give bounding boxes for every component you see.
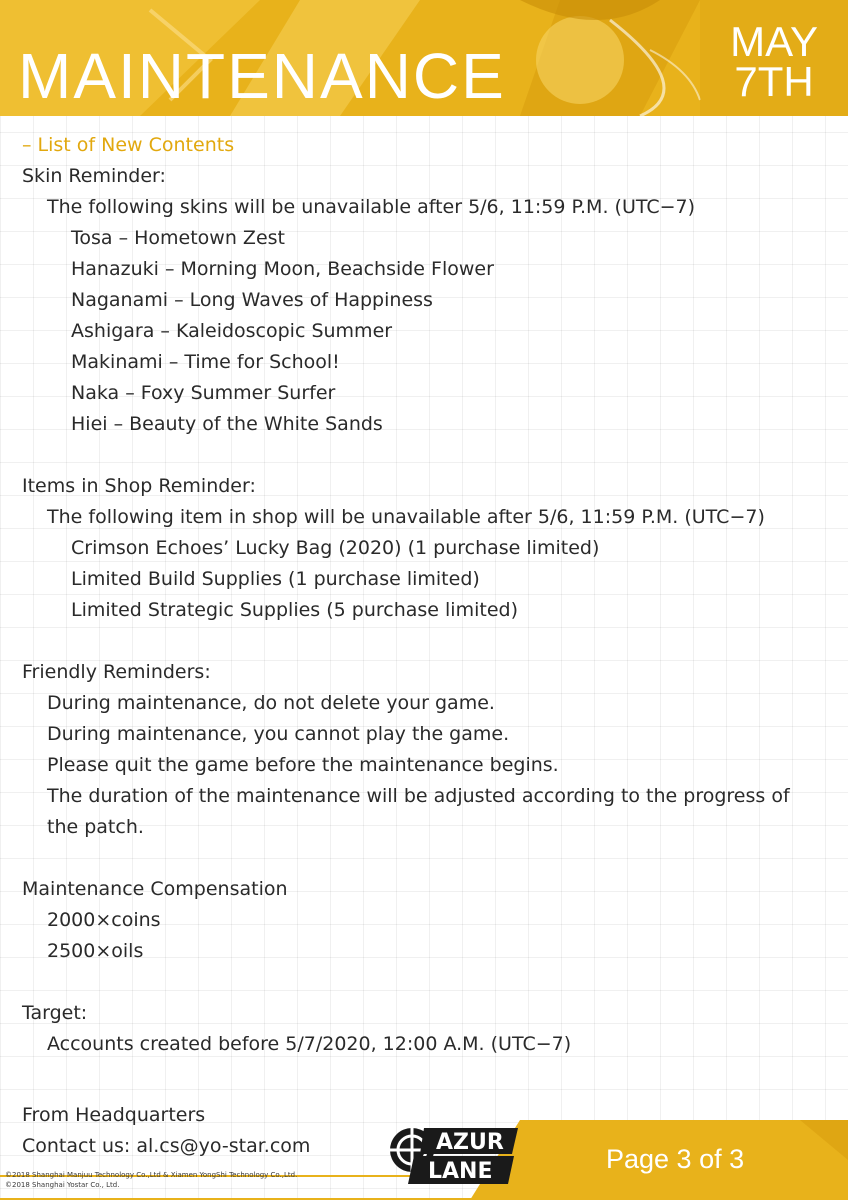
spacer	[22, 843, 822, 874]
contact-email[interactable]: Contact us: al.cs@yo-star.com	[22, 1135, 311, 1157]
logo-text-azur: AZUR	[436, 1130, 504, 1155]
target-text: Accounts created before 5/7/2020, 12:00 A.M. (UTC−7)	[47, 1033, 572, 1055]
compensation-item: 2500×oils	[47, 940, 144, 962]
target-heading: Target:	[22, 1002, 88, 1024]
footer-from: From Headquarters	[22, 1104, 206, 1126]
spacer	[22, 626, 822, 657]
skin-item: Ashigara – Kaleidoscopic Summer	[71, 320, 393, 342]
shop-reminder-heading: Items in Shop Reminder:	[22, 475, 256, 497]
copyright	[5, 1170, 297, 1190]
page-indicator: Page 3 of 3	[606, 1144, 745, 1174]
skin-item: Hanazuki – Morning Moon, Beachside Flower	[71, 258, 494, 280]
shop-item: Limited Strategic Supplies (5 purchase limited)	[71, 599, 518, 621]
reminder-item: During maintenance, you cannot play the game.	[47, 723, 510, 745]
date-month: MAY	[730, 18, 818, 65]
reminder-item: Please quit the game before the maintenance begins.	[47, 754, 559, 776]
skin-item: Tosa – Hometown Zest	[71, 227, 285, 249]
compensation-item: 2000×coins	[47, 909, 161, 931]
azur-lane-logo	[384, 1116, 520, 1192]
compensation-heading: Maintenance Compensation	[22, 878, 288, 900]
header-banner	[0, 0, 848, 116]
skin-item: Naganami – Long Waves of Happiness	[71, 289, 433, 311]
shop-item: Limited Build Supplies (1 purchase limited)	[71, 568, 480, 590]
reminder-item: The duration of the maintenance will be adjusted according to the progress of the patch.	[47, 785, 790, 838]
footer-contact	[22, 1100, 310, 1162]
skin-reminder-intro: The following skins will be unavailable after 5/6, 11:59 P.M. (UTC−7)	[47, 196, 696, 218]
logo-text-lane: LANE	[428, 1159, 493, 1184]
skin-item: Makinami – Time for School!	[71, 351, 340, 373]
reminder-item: During maintenance, do not delete your game.	[47, 692, 495, 714]
date-day: 7TH	[734, 58, 814, 105]
spacer	[22, 440, 822, 471]
notice-body	[22, 130, 822, 1060]
skin-item: Hiei – Beauty of the White Sands	[71, 413, 383, 435]
skin-reminder-heading: Skin Reminder:	[22, 165, 166, 187]
friendly-reminders-heading: Friendly Reminders:	[22, 661, 211, 683]
copyright-line-2: ©2018 Shanghai Yostar Co., Ltd.	[5, 1181, 120, 1189]
copyright-line-1: ©2018 Shanghai Manjuu Technology Co.,Ltd & Xiamen YongShi Technology Co.,Ltd.	[5, 1171, 298, 1179]
skin-item: Naka – Foxy Summer Surfer	[71, 382, 336, 404]
maintenance-date	[730, 18, 818, 105]
shop-item: Crimson Echoes’ Lucky Bag (2020) (1 purchase limited)	[71, 537, 600, 559]
shop-reminder-intro: The following item in shop will be unavailable after 5/6, 11:59 P.M. (UTC−7)	[47, 506, 765, 528]
spacer	[22, 967, 822, 998]
page-title: MAINTENANCE	[18, 40, 506, 112]
section-title-new-contents: – List of New Contents	[22, 134, 235, 156]
